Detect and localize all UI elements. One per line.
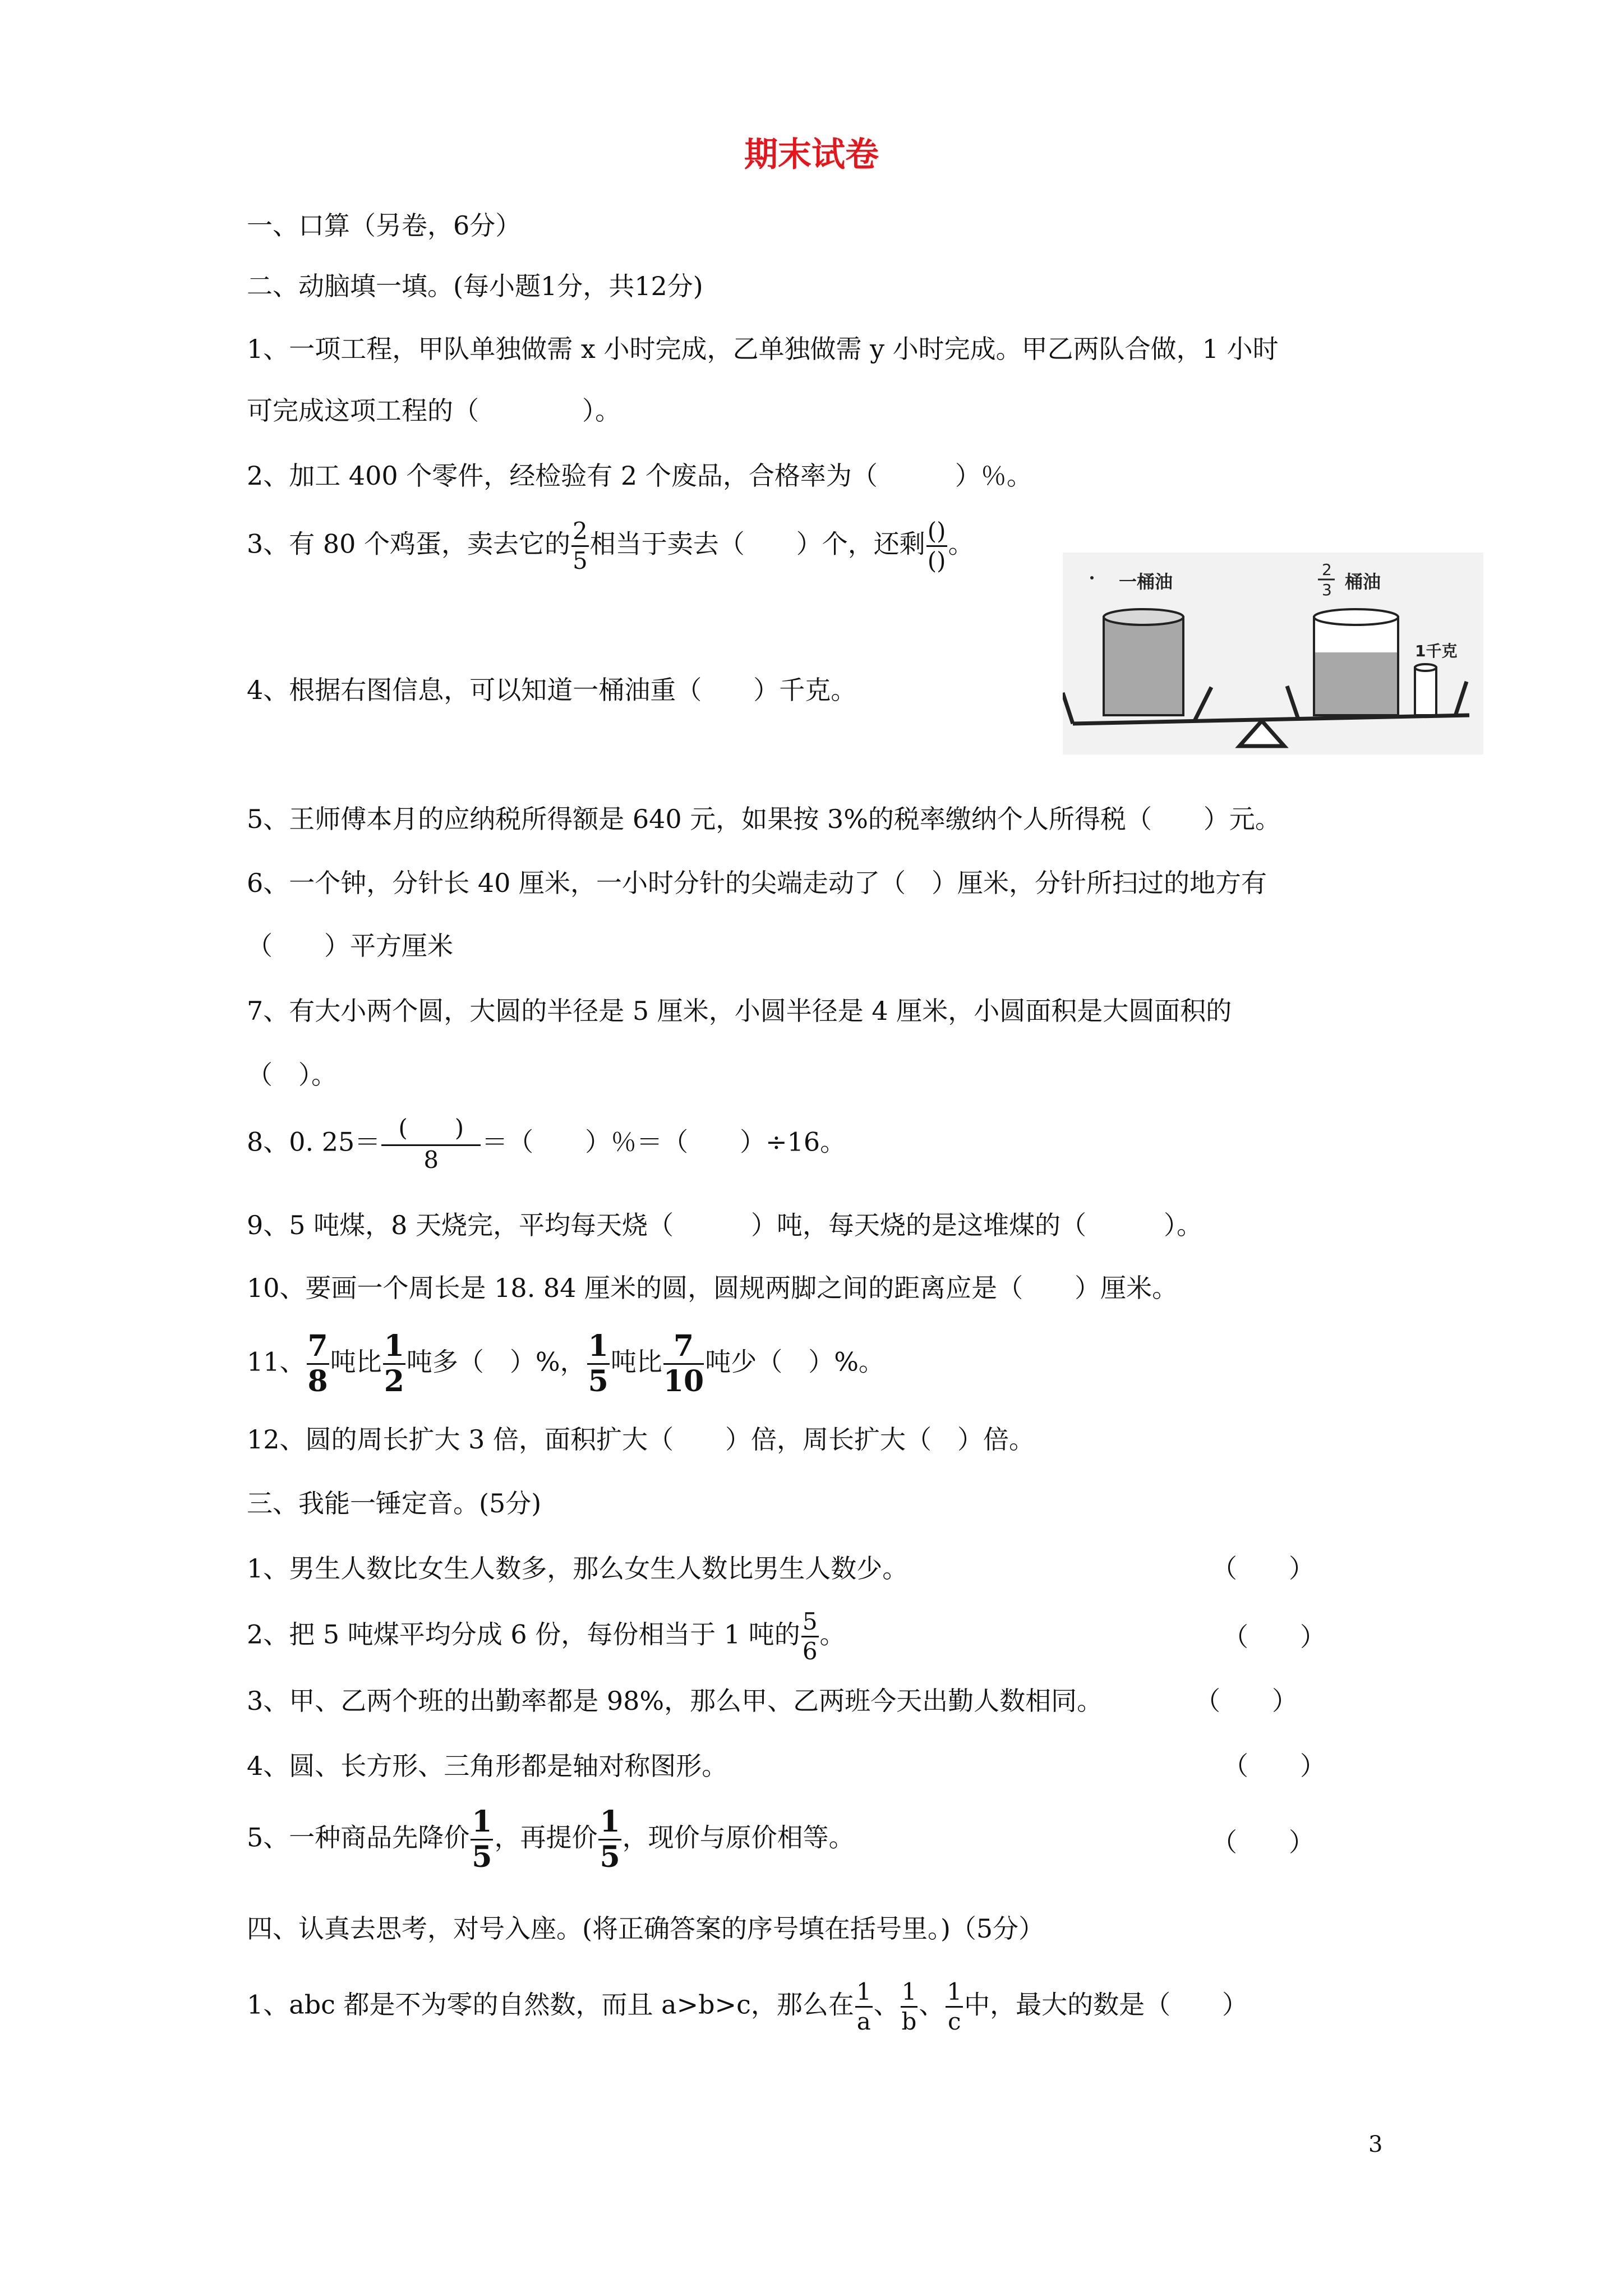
fraction-one-over-b: [901, 1980, 918, 2033]
question-2-7-line-2: （ ）。: [247, 1060, 337, 1090]
q2-11-text-1: 吨比: [330, 1346, 382, 1377]
fraction-numerator: 7: [663, 1332, 704, 1365]
page-number: 3: [1368, 2132, 1383, 2157]
page-title: 期末试卷: [744, 135, 879, 174]
q2-3-text-pre: 3、有 80 个鸡蛋，卖去它的: [247, 528, 571, 559]
beam-right-edge: [1455, 682, 1467, 716]
full-barrel-top: [1104, 609, 1183, 625]
fraction-numerator: 1: [471, 1807, 493, 1841]
fraction-numerator: 2: [571, 519, 589, 547]
q4-1-sep-2: 、: [919, 1989, 945, 2020]
section-2-heading: 二、动脑填一填。(每小题1分，共12分): [247, 271, 703, 301]
question-2-1-line-1: 1、一项工程，甲队单独做需 x 小时完成，乙单独做需 y 小时完成。甲乙两队合做，1 小时: [247, 334, 1279, 364]
fraction-denominator: b: [901, 2008, 917, 2035]
fraction-numerator: 1: [855, 1980, 873, 2008]
question-2-10: 10、要画一个周长是 18. 84 厘米的圆，圆规两脚之间的距离应是（ ）厘米。: [247, 1273, 1178, 1303]
answer-bracket-3-4: （ ）: [1223, 1751, 1326, 1781]
fraction-denominator: 5: [472, 1840, 492, 1874]
fraction-denominator: 6: [802, 1637, 818, 1665]
fraction-numerator: 1: [901, 1980, 918, 2008]
fulcrum-icon: [1239, 721, 1284, 746]
fraction-one-fifth-a: [471, 1807, 493, 1872]
q2-11-text-2: 吨多（ ）%，: [406, 1346, 586, 1377]
fraction-numerator: 1: [946, 1980, 963, 2008]
label-one-kilogram: 1千克: [1415, 642, 1458, 660]
question-2-9: 9、5 吨煤，8 天烧完，平均每天烧（ ）吨，每天烧的是这堆煤的（ ）。: [247, 1210, 1203, 1240]
fraction-one-half: [383, 1329, 405, 1398]
balance-beam: [1073, 715, 1469, 724]
figure-dot: [1090, 576, 1094, 579]
q2-11-text-pre: 11、: [247, 1346, 306, 1377]
question-2-7-line-1: 7、有大小两个圆，大圆的半径是 5 厘米，小圆半径是 4 厘米，小圆面积是大圆面积的: [247, 996, 1232, 1026]
fraction-two-fifths: [571, 519, 589, 573]
question-2-5: 5、王师傅本月的应纳税所得额是 640 元，如果按 3%的税率缴纳个人所得税（ ）元。: [247, 804, 1281, 834]
q3-2-text-pre: 2、把 5 吨煤平均分成 6 份，每份相当于 1 吨的: [247, 1619, 800, 1650]
fraction-denominator: 2: [384, 1364, 404, 1398]
answer-bracket-3-1: （ ）: [1211, 1553, 1315, 1584]
fraction-numerator: ( ): [381, 1116, 481, 1146]
question-2-1-line-2: 可完成这项工程的（ ）。: [247, 395, 621, 426]
partial-barrel-top: [1314, 609, 1398, 625]
fraction-denominator: (): [927, 547, 946, 574]
q4-1-text-post: 中，最大的数是（ ）: [964, 1989, 1248, 2020]
fraction-numerator: 5: [801, 1610, 819, 1637]
fraction-numerator: 1: [383, 1332, 405, 1365]
fraction-numerator: 1: [587, 1332, 610, 1365]
fraction-numerator: (): [926, 519, 947, 547]
q3-2-text-post: 。: [819, 1619, 846, 1650]
label-one-barrel: 一桶油: [1119, 571, 1173, 592]
fraction-denominator: 5: [588, 1364, 608, 1398]
balance-scale-figure: [1063, 553, 1483, 754]
pan-left-arm: [1195, 687, 1211, 721]
question-4-1: [247, 1980, 1248, 2033]
partial-barrel-oil: [1315, 652, 1397, 714]
q2-3-text-mid: 相当于卖去（ ）个，还剩: [589, 528, 925, 559]
label-fraction-num: 2: [1322, 560, 1332, 579]
fraction-denominator: 5: [600, 1840, 620, 1874]
question-2-6-line-2: （ ）平方厘米: [247, 931, 453, 961]
fraction-denominator: c: [947, 2008, 961, 2035]
fraction-one-fifth: [587, 1329, 610, 1398]
question-2-11: [247, 1329, 884, 1398]
question-2-4: 4、根据右图信息，可以知道一桶油重（ ）千克。: [247, 675, 857, 705]
question-3-5: [247, 1807, 855, 1872]
question-2-6-line-1: 6、一个钟，分针长 40 厘米，一小时分针的尖端走动了（ ）厘米，分针所扫过的地方有: [247, 868, 1267, 898]
question-3-1: 1、男生人数比女生人数多，那么女生人数比男生人数少。: [247, 1553, 909, 1584]
question-2-8: [247, 1116, 846, 1172]
q2-8-text-post: ＝（ ）％＝（ ）÷16。: [482, 1126, 846, 1157]
fraction-one-over-a: [855, 1980, 873, 2033]
fraction-numerator: 1: [598, 1807, 621, 1841]
section-3-heading: 三、我能一锤定音。(5分): [247, 1488, 542, 1519]
answer-bracket-3-5: （ ）: [1211, 1827, 1315, 1857]
fraction-blank-over-8: [381, 1116, 481, 1172]
full-barrel-icon: [1104, 617, 1183, 715]
fraction-blank: [926, 519, 947, 573]
label-barrel-of-oil: 桶油: [1345, 571, 1381, 592]
q3-5-text-pre: 5、一种商品先降价: [247, 1822, 470, 1853]
fraction-five-sixths: [801, 1610, 819, 1663]
pan-right-arm: [1287, 686, 1298, 719]
fraction-seven-tenths: [663, 1329, 704, 1398]
fraction-denominator: a: [856, 2008, 871, 2035]
fraction-one-over-c: [946, 1980, 963, 2033]
fraction-denominator: 5: [573, 547, 588, 574]
weight-top: [1415, 664, 1436, 671]
question-2-2: 2、加工 400 个零件，经检验有 2 个废品，合格率为（ ）％。: [247, 461, 1032, 491]
weight-icon: [1415, 668, 1436, 715]
question-3-4: 4、圆、长方形、三角形都是轴对称图形。: [247, 1751, 728, 1781]
q2-8-text-pre: 8、0. 25＝: [247, 1126, 381, 1157]
q4-1-text-pre: 1、abc 都是不为零的自然数，而且 a>b>c，那么在: [247, 1989, 854, 2020]
question-3-2: [247, 1610, 846, 1663]
answer-bracket-3-3: （ ）: [1195, 1686, 1298, 1716]
section-1-heading: 一、口算（另卷，6分）: [247, 210, 522, 241]
fraction-denominator: 8: [307, 1364, 328, 1398]
section-4-heading: 四、认真去思考，对号入座。(将正确答案的序号填在括号里。)（5分）: [247, 1913, 1045, 1944]
label-fraction-den: 3: [1322, 581, 1332, 599]
beam-left-edge: [1063, 693, 1073, 724]
fraction-one-fifth-b: [598, 1807, 621, 1872]
q3-5-text-post: ，现价与原价相等。: [622, 1822, 855, 1853]
fraction-denominator: 10: [663, 1364, 704, 1398]
q3-5-text-mid: ，再提价: [494, 1822, 598, 1853]
fraction-numerator: 7: [307, 1332, 329, 1365]
balance-scale-illustration: [1063, 553, 1483, 754]
q2-11-text-3: 吨比: [610, 1346, 662, 1377]
question-2-12: 12、圆的周长扩大 3 倍，面积扩大（ ）倍，周长扩大（ ）倍。: [247, 1424, 1035, 1455]
q4-1-sep-1: 、: [873, 1989, 900, 2020]
question-2-3: [247, 519, 974, 573]
answer-bracket-3-2: （ ）: [1223, 1622, 1326, 1652]
q2-3-text-post: 。: [948, 528, 974, 559]
fraction-denominator: 8: [423, 1146, 439, 1174]
fraction-seven-eighths: [307, 1329, 329, 1398]
q2-11-text-4: 吨少（ ）%。: [705, 1346, 884, 1377]
question-3-3: 3、甲、乙两个班的出勤率都是 98%，那么甲、乙两班今天出勤人数相同。: [247, 1686, 1103, 1716]
